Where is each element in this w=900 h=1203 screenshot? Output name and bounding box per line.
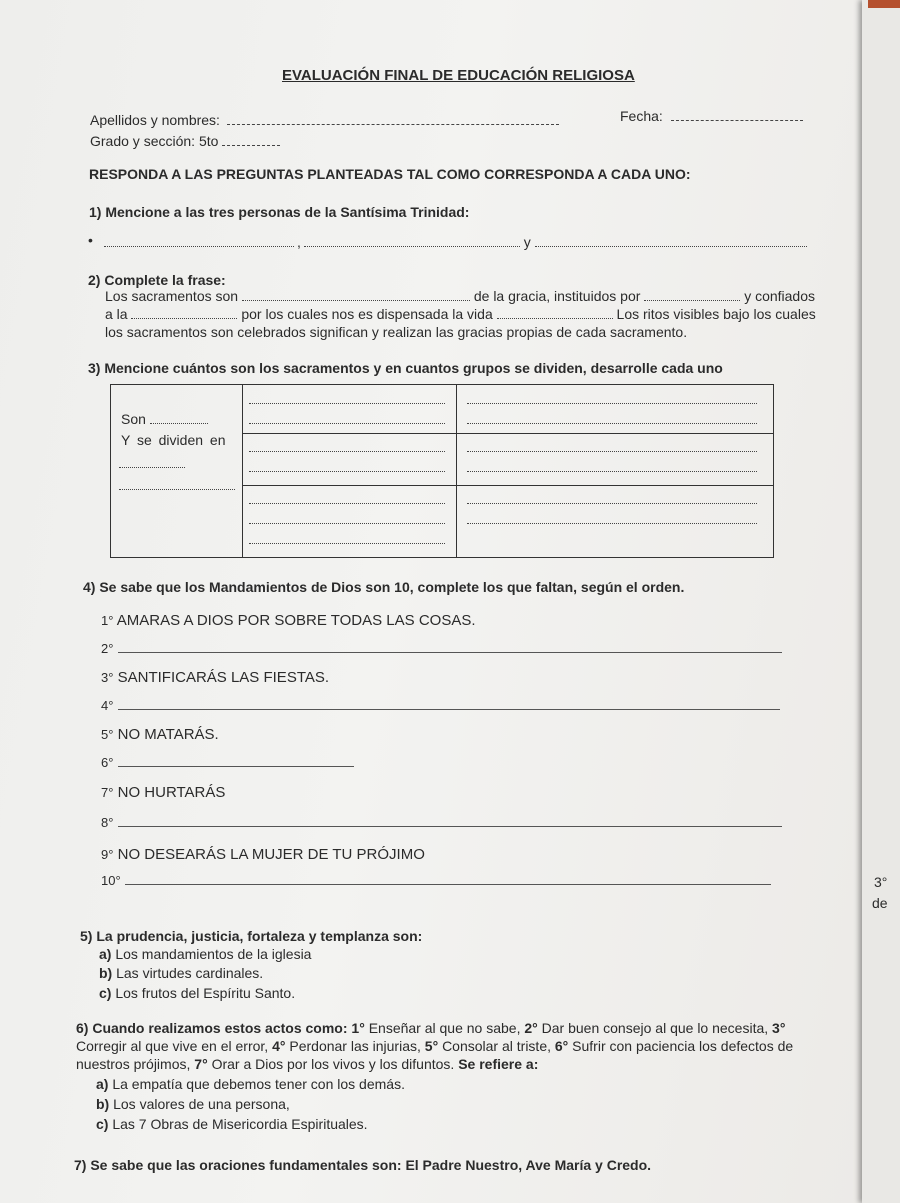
son-field[interactable] [150, 423, 208, 424]
q6-refers: Se refiere a: [458, 1056, 539, 1072]
cell-line[interactable] [467, 471, 757, 472]
commandment-4-field[interactable] [118, 709, 780, 710]
commandment-8 [101, 814, 782, 831]
option-text: Los mandamientos de la iglesia [115, 946, 312, 962]
names-label: Apellidos y nombres: [90, 112, 220, 128]
q1-answer-1[interactable] [104, 246, 294, 247]
q5-option-b[interactable] [99, 965, 263, 981]
exam-title: EVALUACIÓN FINAL DE EDUCACIÓN RELIGIOSA [282, 67, 635, 84]
commandment-number: 2° [101, 641, 114, 656]
q6-text: Enseñar al que no sabe, [368, 1020, 521, 1036]
q5-question: 5) La prudencia, justicia, fortaleza y templanza son: [80, 928, 423, 944]
commandment-7 [101, 784, 225, 801]
divide-field-2[interactable] [119, 489, 235, 490]
date-field[interactable] [671, 120, 803, 121]
cell-line[interactable] [467, 503, 757, 504]
q2-line-2 [105, 306, 816, 322]
option-letter: a) [99, 946, 112, 962]
q2-text-1c: y confiados [744, 288, 816, 304]
q2-question: 2) Complete la frase: [88, 272, 226, 288]
q5-option-c[interactable] [99, 985, 295, 1001]
commandment-number: 8° [101, 815, 114, 830]
option-text: Los valores de una persona, [113, 1096, 290, 1112]
commandment-10 [101, 872, 771, 889]
commandment-6 [101, 754, 354, 771]
cell-line[interactable] [467, 451, 757, 452]
q6-text: Consolar al triste, [442, 1038, 551, 1054]
commandment-number: 10° [101, 873, 121, 888]
commandment-number: 4° [101, 698, 114, 713]
commandment-text: NO MATARÁS. [117, 726, 219, 743]
q2-text-2b: por los cuales nos es dispensada la vida [241, 306, 493, 322]
son-row [121, 411, 208, 427]
commandment-text: NO HURTARÁS [117, 784, 226, 801]
q2-text-1b: de la gracia, instituidos por [473, 288, 641, 304]
table-divider-1 [242, 385, 243, 557]
q2-blank-4[interactable] [497, 318, 613, 319]
date-label: Fecha: [620, 108, 663, 124]
commandment-1 [101, 612, 476, 629]
commandment-number: 1° [101, 613, 114, 628]
option-letter: c) [99, 985, 112, 1001]
names-row [90, 112, 559, 128]
q6-text: Dar buen consejo al que lo necesita, [541, 1020, 769, 1036]
q6-line-1 [76, 1020, 785, 1036]
cell-line[interactable] [249, 423, 445, 424]
table-divider-2 [456, 385, 457, 557]
q6-line-2 [76, 1038, 793, 1054]
q2-blank-1[interactable] [242, 300, 470, 301]
q6-text: Corregir al que vive en el error, [76, 1038, 269, 1054]
commandment-2 [101, 640, 782, 657]
q1-question: 1) Mencione a las tres personas de la Santísima Trinidad: [89, 204, 470, 220]
commandment-number: 7° [101, 785, 114, 800]
option-text: Los frutos del Espíritu Santo. [115, 985, 296, 1001]
commandment-3 [101, 669, 329, 686]
option-text: La empatía que debemos tener con los demás. [112, 1076, 405, 1092]
q2-line-3: los sacramentos son celebrados significan y realizan las gracias propias de cada sacramento. [105, 324, 688, 340]
cell-line[interactable] [467, 523, 757, 524]
cell-line[interactable] [249, 451, 445, 452]
q6-num: 7° [194, 1056, 208, 1072]
cell-line[interactable] [249, 403, 445, 404]
cell-line[interactable] [249, 543, 445, 544]
q6-text: nuestros prójimos, [76, 1056, 191, 1072]
grade-field[interactable] [222, 145, 280, 146]
q6-intro: 6) Cuando realizamos estos actos como: [76, 1020, 348, 1036]
q1-connector: y [523, 234, 531, 250]
commandment-8-field[interactable] [118, 826, 782, 827]
commandment-text: NO DESEARÁS LA MUJER DE TU PRÓJIMO [117, 846, 425, 863]
commandment-2-field[interactable] [118, 652, 782, 653]
divide-field[interactable] [119, 467, 185, 468]
q1-answers: , y [104, 234, 807, 250]
q6-num: 3° [772, 1020, 786, 1036]
grade-label: Grado y sección: 5to [90, 133, 219, 149]
commandment-9 [101, 846, 425, 863]
q6-option-a[interactable] [96, 1076, 405, 1092]
date-row [620, 108, 803, 124]
q3-question: 3) Mencione cuántos son los sacramentos y en cuantos grupos se dividen, desarrolle cada uno [88, 360, 723, 376]
q6-num: 2° [524, 1020, 538, 1036]
commandment-text: SANTIFICARÁS LAS FIESTAS. [117, 669, 330, 686]
cell-line[interactable] [467, 423, 757, 424]
grade-row [90, 133, 280, 149]
q6-text: Orar a Dios por los vivos y los difuntos. [211, 1056, 455, 1072]
cell-line[interactable] [249, 471, 445, 472]
margin-note-2: de [872, 895, 888, 911]
cell-line[interactable] [249, 523, 445, 524]
q2-line-1 [105, 288, 815, 304]
table-row-separator-1 [242, 433, 773, 434]
margin-note-1: 3° [874, 874, 888, 890]
option-letter: b) [96, 1096, 110, 1112]
q6-num: 1° [351, 1020, 365, 1036]
divide-label: Y se dividen en [121, 432, 226, 448]
q4-question: 4) Se sabe que los Mandamientos de Dios son 10, complete los que faltan, según el orden. [83, 579, 685, 595]
names-field[interactable] [227, 124, 559, 125]
option-letter: a) [96, 1076, 109, 1092]
q6-text: Perdonar las injurias, [289, 1038, 421, 1054]
cell-line[interactable] [249, 503, 445, 504]
q6-num: 6° [554, 1038, 569, 1054]
table-row-separator-2 [242, 485, 773, 486]
q2-blank-2[interactable] [644, 300, 740, 301]
sacraments-table [110, 384, 774, 558]
q1-answer-3[interactable] [535, 246, 807, 247]
q2-text-2c: Los ritos visibles bajo los cuales [616, 306, 816, 322]
q2-text-2a: a la [105, 306, 128, 322]
commandment-5 [101, 726, 219, 743]
commandment-number: 5° [101, 727, 114, 742]
commandment-6-field[interactable] [118, 766, 354, 767]
option-text: Las virtudes cardinales. [116, 965, 264, 981]
q1-answer-2[interactable] [304, 246, 520, 247]
option-letter: b) [99, 965, 113, 981]
option-text: Las 7 Obras de Misericordia Espirituales. [112, 1116, 368, 1132]
background-corner [868, 0, 900, 8]
q6-line-3 [76, 1056, 538, 1072]
q6-option-b[interactable] [96, 1096, 290, 1112]
commandment-10-field[interactable] [125, 884, 771, 885]
underlying-sheet [862, 0, 900, 1203]
commandment-number: 3° [101, 670, 114, 685]
q6-text: Sufrir con paciencia los defectos de [572, 1038, 794, 1054]
q2-blank-3[interactable] [131, 318, 237, 319]
commandment-number: 9° [101, 847, 114, 862]
commandment-text: AMARAS A DIOS POR SOBRE TODAS LAS COSAS. [116, 612, 476, 629]
q2-text-1a: Los sacramentos son [105, 288, 239, 304]
q6-option-c[interactable] [96, 1116, 368, 1132]
option-letter: c) [96, 1116, 109, 1132]
cell-line[interactable] [467, 403, 757, 404]
instructions: RESPONDA A LAS PREGUNTAS PLANTEADAS TAL COMO CORRESPONDA A CADA UNO: [89, 166, 691, 182]
q1-bullet: • [88, 232, 93, 248]
q6-num: 5° [424, 1038, 439, 1054]
q5-option-a[interactable] [99, 946, 311, 962]
q7-question: 7) Se sabe que las oraciones fundamentales son: El Padre Nuestro, Ave María y Credo. [74, 1157, 652, 1173]
commandment-4 [101, 697, 780, 714]
q6-num: 4° [272, 1038, 286, 1054]
son-label: Son [121, 411, 146, 427]
commandment-number: 6° [101, 755, 114, 770]
